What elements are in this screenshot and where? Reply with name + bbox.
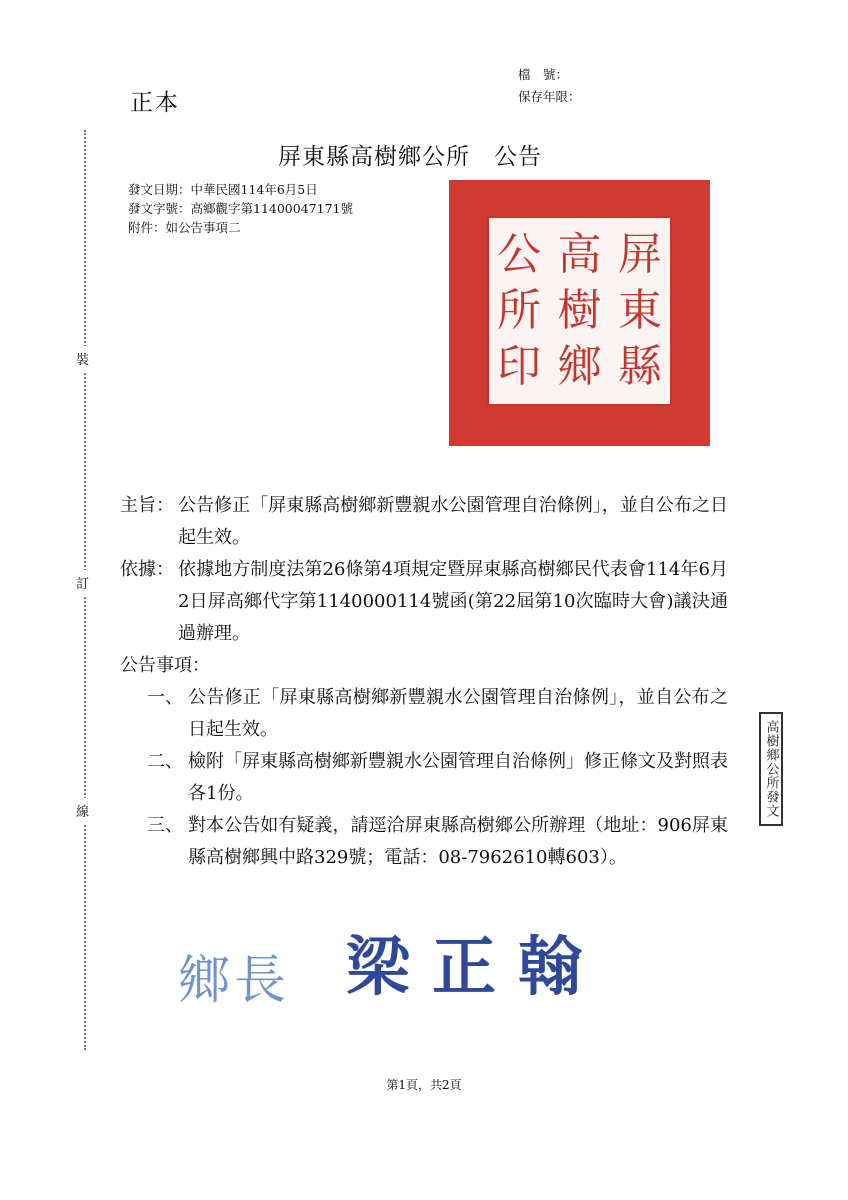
seal-character: 鄉 — [557, 341, 602, 392]
basis-text: 依據地方制度法第26條第4項規定暨屏東縣高樹鄉民代表會114年6月2日屏高鄉代字第1140000114號函(第22屆第10次臨時大會)議決通過辦理。 — [178, 559, 728, 644]
seal-character: 屏 — [617, 229, 662, 280]
seal-character: 縣 — [617, 341, 662, 392]
binding-mark-ding: 訂 — [76, 570, 89, 595]
item-number: 一、 — [147, 687, 183, 708]
binding-mark-xian: 線 — [76, 798, 89, 823]
signature-title: 鄉長 — [178, 951, 291, 1011]
announcement-item: 檢附「屏東縣高樹鄉新豐親水公園管理自治條例」修正條文及對照表各1份。 — [188, 751, 728, 804]
seal-character: 高 — [557, 229, 602, 280]
seal-column — [491, 227, 547, 395]
signature-name: 梁正翰 — [346, 930, 604, 1005]
copy-mark: 正本 — [130, 90, 180, 116]
seal-character: 印 — [497, 341, 542, 392]
attachment-note: 附件：如公告事項二 — [128, 220, 241, 235]
issue-date: 發文日期：中華民國114年6月5日 — [128, 182, 318, 197]
official-seal — [449, 180, 710, 446]
seal-column — [612, 227, 668, 395]
page-title: 屏東縣高樹鄉公所 公告 — [278, 144, 542, 170]
document-meta — [128, 180, 353, 237]
seal-character: 樹 — [557, 285, 602, 336]
seal-column — [551, 227, 607, 395]
file-number-label: 檔 號： — [518, 67, 569, 82]
binding-mark-zhuang: 裝 — [76, 346, 89, 371]
basis-label: 依據： — [120, 559, 174, 580]
seal-character: 公 — [497, 229, 542, 280]
page-number: 第1頁，共2頁 — [386, 1078, 462, 1092]
subject-label: 主旨： — [120, 495, 174, 516]
subject-text: 公告修正「屏東縣高樹鄉新豐親水公園管理自治條例」，並自公布之日起生效。 — [178, 495, 728, 548]
archive-info — [518, 64, 581, 108]
announcement-label: 公告事項： — [120, 655, 210, 676]
item-number: 二、 — [147, 751, 183, 772]
announcement-item: 公告修正「屏東縣高樹鄉新豐親水公園管理自治條例」，並自公布之日起生效。 — [188, 687, 728, 740]
announcement-item: 對本公告如有疑義，請逕洽屏東縣高樹鄉公所辦理（地址：906屏東縣高樹鄉興中路329號；電話：08-7962610轉603）。 — [188, 815, 728, 868]
retention-period-label: 保存年限： — [518, 89, 581, 104]
side-stamp: 高樹鄉公所發文 — [759, 712, 783, 826]
seal-character: 東 — [617, 285, 662, 336]
document-number: 發文字號：高鄉觀字第11400047171號 — [128, 201, 353, 216]
seal-frame — [487, 216, 672, 406]
seal-character: 所 — [497, 285, 542, 336]
item-number: 三、 — [147, 815, 183, 836]
